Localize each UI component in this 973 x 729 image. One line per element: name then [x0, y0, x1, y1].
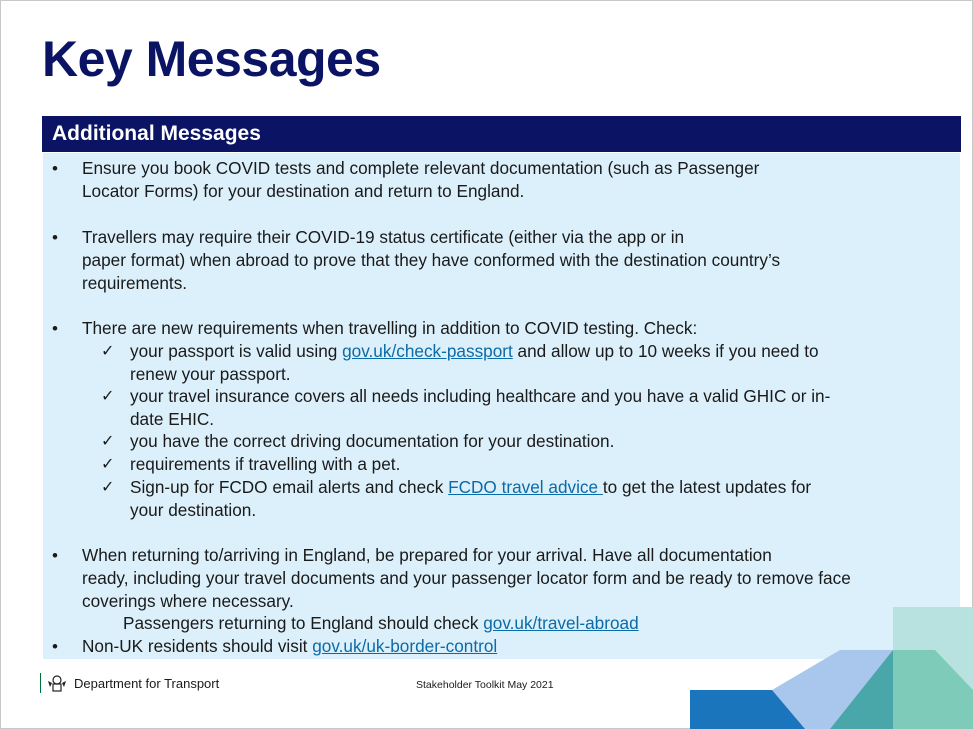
bullet-text: Locator Forms) for your destination and return to England.: [82, 181, 525, 201]
bullet-text: Travellers may require their COVID-19 status certificate (either via the app or in: [82, 227, 685, 247]
royal-crest-icon: [40, 673, 70, 693]
bullet-text: Ensure you book COVID tests and complete relevant documentation (such as Passenger: [82, 158, 760, 178]
bullet-marker: •: [52, 319, 58, 338]
section-header: Additional Messages: [42, 116, 961, 152]
check-item-passport: your passport is valid using gov.uk/check-passport and allow up to 10 weeks if you need to: [130, 341, 819, 361]
check-item-insurance: your travel insurance covers all needs including healthcare and you have a valid GHIC or in-: [130, 386, 831, 406]
check-item-driving: you have the correct driving documentation for your destination.: [130, 431, 615, 451]
fcdo-travel-advice-link[interactable]: FCDO travel advice: [448, 477, 603, 497]
bullet-marker: •: [52, 159, 58, 178]
checkmark-icon: ✓: [101, 456, 115, 473]
check-item-fcdo: Sign-up for FCDO email alerts and check FCDO travel advice to get the latest updates for: [130, 477, 812, 497]
bullet-text: ready, including your travel documents and your passenger locator form and be ready to remove face: [82, 568, 851, 588]
check-item-text: renew your passport.: [130, 364, 291, 384]
bullet-text: paper format) when abroad to prove that they have conformed with the destination country’s: [82, 250, 781, 270]
bullet-text: requirements.: [82, 273, 188, 293]
bullet-marker: •: [52, 546, 58, 565]
passengers-returning-line: Passengers returning to England should check gov.uk/travel-abroad: [123, 613, 639, 633]
checkmark-icon: ✓: [101, 388, 115, 405]
department-name: Department for Transport: [74, 676, 220, 691]
checkmark-icon: ✓: [101, 433, 115, 450]
check-item-text: date EHIC.: [130, 409, 215, 429]
check-item-text: your destination.: [130, 500, 257, 520]
bullet-text: There are new requirements when travelling in addition to COVID testing. Check:: [82, 318, 698, 338]
bullet-marker: •: [52, 228, 58, 247]
uk-border-control-link[interactable]: gov.uk/uk-border-control: [312, 636, 498, 656]
bullet-marker: •: [52, 637, 58, 656]
checkmark-icon: ✓: [101, 479, 115, 496]
page-title: Key Messages: [42, 31, 381, 87]
check-passport-link[interactable]: gov.uk/check-passport: [342, 341, 513, 361]
footer-date-label: Stakeholder Toolkit May 2021: [416, 679, 554, 691]
non-uk-residents-line: Non-UK residents should visit gov.uk/uk-border-control: [82, 636, 498, 656]
check-item-pet: requirements if travelling with a pet.: [130, 454, 401, 474]
bullet-text: When returning to/arriving in England, be prepared for your arrival. Have all documentation: [82, 545, 772, 565]
checkmark-icon: ✓: [101, 343, 115, 360]
travel-abroad-link[interactable]: gov.uk/travel-abroad: [483, 613, 639, 633]
bullet-text: coverings where necessary.: [82, 591, 294, 611]
